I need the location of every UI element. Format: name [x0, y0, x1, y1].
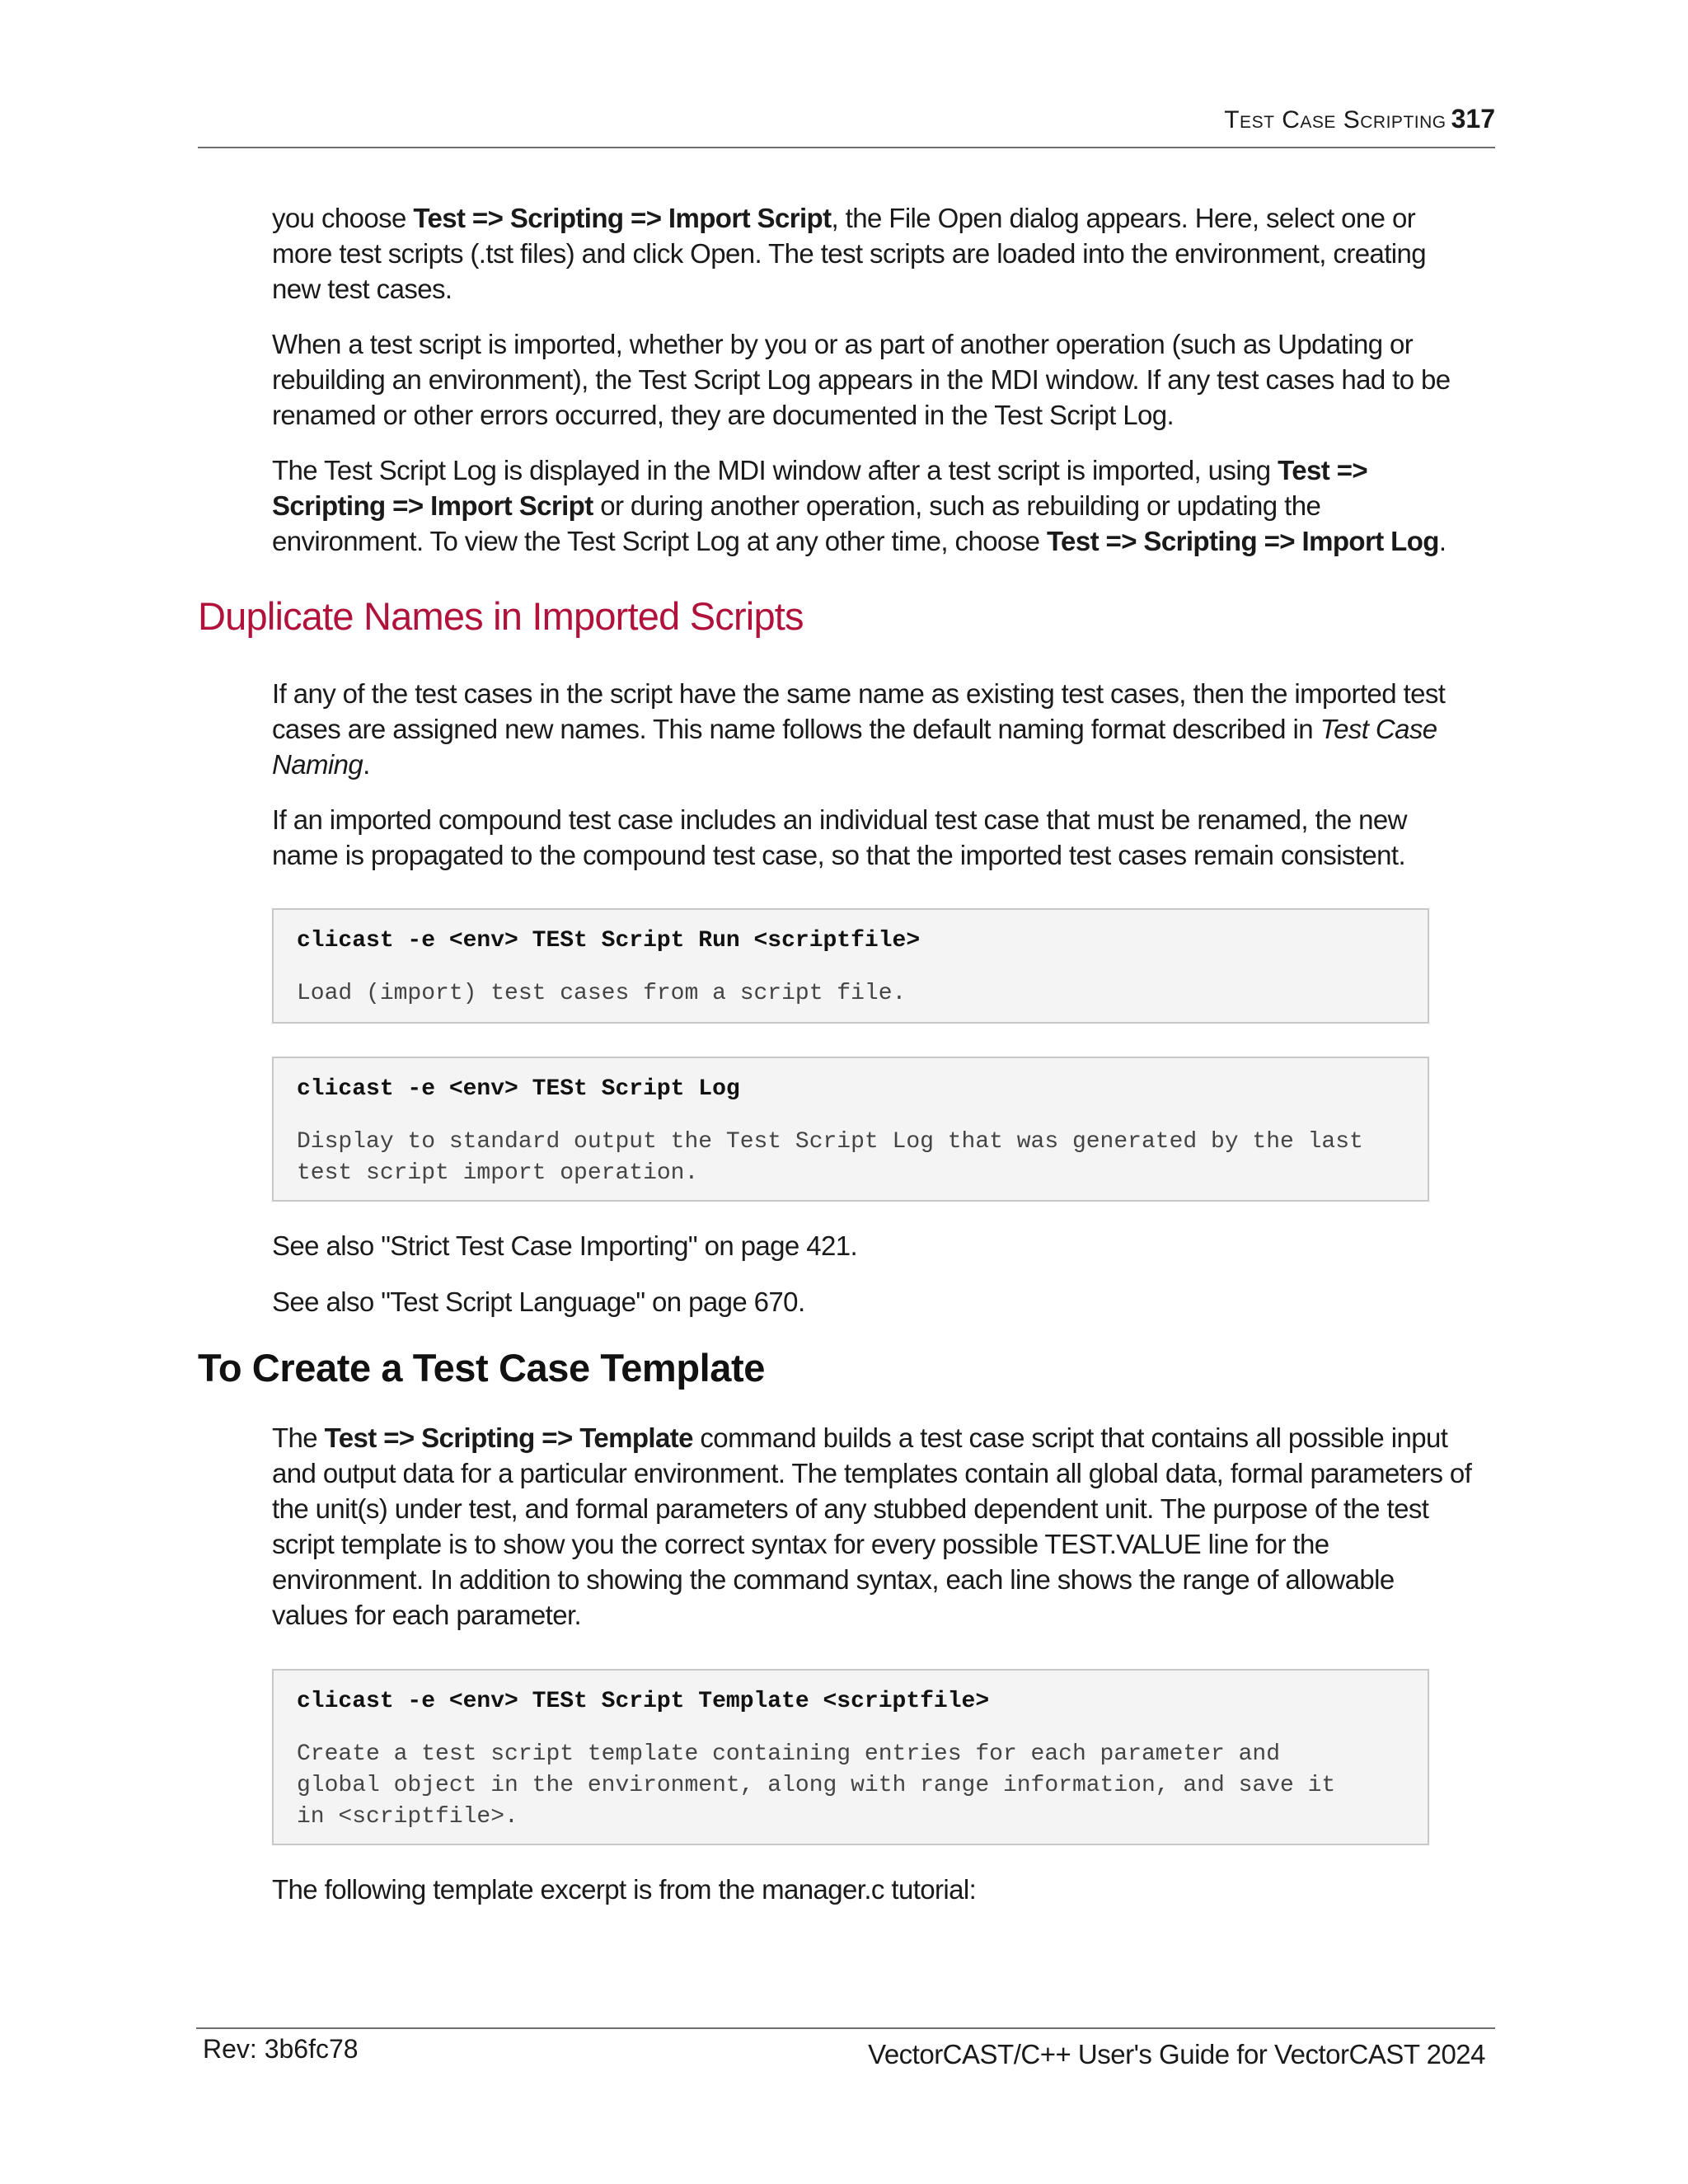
tpl-p1-line6: values for each parameter.	[272, 1600, 582, 1630]
menu-path-import-script: Test => Scripting => Import Script	[413, 203, 832, 233]
command-description: Display to standard output the Test Script Log that was generated by the last test script import operation.	[297, 1129, 1363, 1186]
see-also-script-language	[272, 1284, 1495, 1319]
dup-p1-line2: cases are assigned new names. This name follows the default naming format described in Test Case	[272, 714, 1437, 744]
dup-p1-line3: Naming.	[272, 749, 370, 780]
section-heading-duplicate-names: Duplicate Names in Imported Scripts	[198, 594, 804, 638]
intro-p2-line2: rebuilding an environment), the Test Script Log appears in the MDI window. If any test cases had to be	[272, 364, 1451, 395]
guide-title: VectorCAST/C++ User's Guide for VectorCAST 2024	[868, 2039, 1485, 2069]
revision-label: Rev: 3b6fc78	[203, 2034, 359, 2064]
command-description: Load (import) test cases from a script file.	[297, 981, 907, 1006]
duplicate-paragraph-2	[272, 802, 1495, 873]
command-box-script-template	[272, 1669, 1429, 1845]
see-also-strict-importing	[272, 1228, 1495, 1263]
command-text: clicast -e <env> TESt Script Log	[297, 1076, 740, 1102]
intro-p1-line2: more test scripts (.tst files) and click Open. The test scripts are loaded into the environment, creating	[272, 238, 1427, 269]
intro-p3-line2: Scripting => Import Script or during another operation, such as rebuilding or updating the	[272, 490, 1321, 521]
command-box-script-run	[272, 908, 1429, 1024]
footer-divider	[196, 2027, 1495, 2029]
page-number: 317	[1451, 104, 1495, 134]
command-text: clicast -e <env> TESt Script Template <scriptfile>	[297, 1689, 990, 1714]
intro-paragraph-1	[272, 200, 1495, 307]
intro-p3-line1: The Test Script Log is displayed in the MDI window after a test script is imported, using Test =>	[272, 455, 1368, 485]
intro-p1-line3: new test cases.	[272, 274, 452, 304]
template-paragraph-2	[272, 1872, 1495, 1907]
menu-path-import-log: Test => Scripting => Import Log	[1046, 526, 1439, 556]
dup-p2-line1: If an imported compound test case includes an individual test case that must be renamed, the new	[272, 804, 1407, 835]
intro-p1-line1: you choose Test => Scripting => Import Script, the File Open dialog appears. Here, select one or	[272, 203, 1416, 233]
section-heading-create-template: To Create a Test Case Template	[198, 1346, 766, 1390]
tpl-p1-line2: and output data for a particular environment. The templates contain all global data, formal parameters of	[272, 1458, 1472, 1488]
intro-p3-line3: environment. To view the Test Script Log at any other time, choose Test => Scripting => Import Log.	[272, 526, 1447, 556]
header-title: Test Case Scripting	[1224, 106, 1447, 134]
tpl-p1-line5: environment. In addition to showing the command syntax, each line shows the range of allowable	[272, 1564, 1395, 1595]
tpl-p2-line1: The following template excerpt is from the manager.c tutorial:	[272, 1874, 977, 1905]
page-header	[198, 104, 1495, 148]
see-also-link-1[interactable]: See also "Strict Test Case Importing" on page 421.	[272, 1230, 858, 1261]
intro-p2-line3: renamed or other errors occurred, they are documented in the Test Script Log.	[272, 400, 1175, 430]
tpl-p1-line3: the unit(s) under test, and formal parameters of any stubbed dependent unit. The purpose of the test	[272, 1493, 1429, 1524]
tpl-p1-line4: script template is to show you the correct syntax for every possible TEST.VALUE line for the	[272, 1529, 1329, 1559]
dup-p2-line2: name is propagated to the compound test case, so that the imported test cases remain consistent.	[272, 840, 1406, 870]
template-paragraph-1	[272, 1420, 1495, 1633]
command-description: Create a test script template containing entries for each parameter and global object in the environment, along with range information, and save it in <scriptfile>.	[297, 1741, 1336, 1830]
xref-test-case-naming: Test Case	[1320, 714, 1437, 744]
duplicate-paragraph-1	[272, 676, 1495, 782]
command-text: clicast -e <env> TESt Script Run <scriptfile>	[297, 928, 921, 954]
menu-path-template: Test => Scripting => Template	[324, 1422, 693, 1453]
command-box-script-log	[272, 1057, 1429, 1202]
see-also-link-2[interactable]: See also "Test Script Language" on page 670.	[272, 1286, 805, 1317]
tpl-p1-line1: The Test => Scripting => Template command builds a test case script that contains all possible input	[272, 1422, 1448, 1453]
intro-p2-line1: When a test script is imported, whether by you or as part of another operation (such as Updating or	[272, 329, 1414, 359]
intro-paragraph-3	[272, 452, 1495, 559]
intro-paragraph-2	[272, 326, 1495, 433]
dup-p1-line1: If any of the test cases in the script have the same name as existing test cases, then the imported test	[272, 678, 1446, 709]
